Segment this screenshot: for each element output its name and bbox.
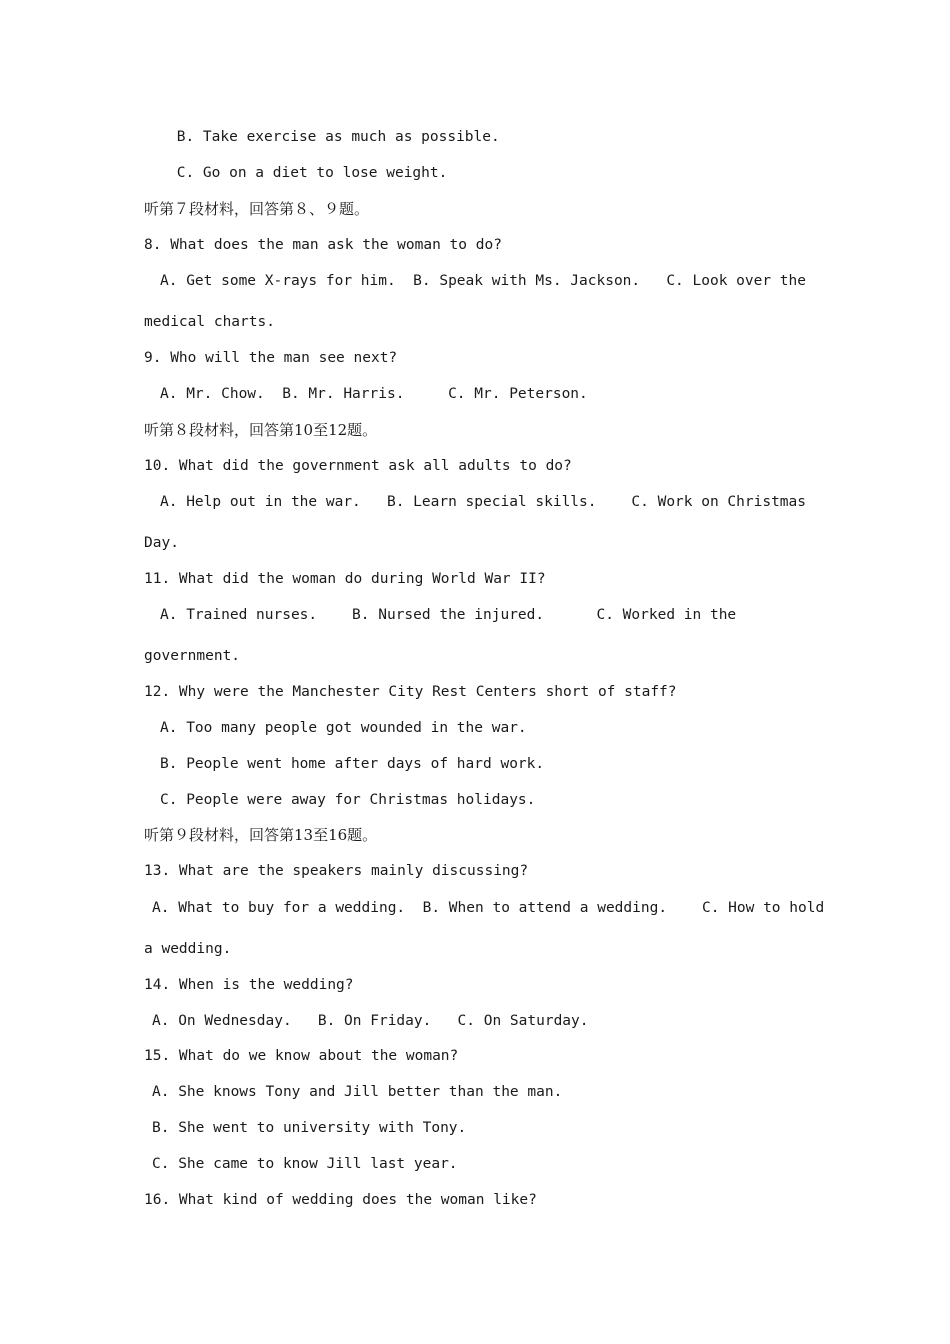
q12-option-b: B. People went home after days of hard work.	[160, 756, 545, 772]
q9-options: A. Mr. Chow. B. Mr. Harris. C. Mr. Peterson.	[160, 386, 588, 402]
question-13: 13. What are the speakers mainly discussing?	[144, 863, 529, 879]
question-8: 8. What does the man ask the woman to do?	[144, 237, 502, 253]
q12-option-c: C. People were away for Christmas holidays.	[160, 792, 536, 808]
question-15: 15. What do we know about the woman?	[144, 1048, 459, 1064]
q13-options: A. What to buy for a wedding. B. When to attend a wedding. C. How to hold	[152, 900, 825, 916]
q12-option-a: A. Too many people got wounded in the war.	[160, 720, 527, 736]
q13-options-continued: a wedding.	[144, 941, 232, 957]
question-9: 9. Who will the man see next?	[144, 350, 398, 366]
question-14: 14. When is the wedding?	[144, 977, 354, 993]
q11-options: A. Trained nurses. B. Nursed the injured. C. Worked in the	[160, 607, 737, 623]
question-12: 12. Why were the Manchester City Rest Centers short of staff?	[144, 684, 677, 700]
q15-option-a: A. She knows Tony and Jill better than the man.	[152, 1084, 563, 1100]
q15-option-c: C. She came to know Jill last year.	[152, 1156, 458, 1172]
question-11: 11. What did the woman do during World War II?	[144, 571, 546, 587]
q11-options-continued: government.	[144, 648, 241, 664]
section-heading-7: 听第７段材料，回答第８、９题。	[144, 200, 370, 218]
q7-option-c: C. Go on a diet to lose weight.	[168, 165, 448, 181]
q7-option-b: B. Take exercise as much as possible.	[168, 129, 500, 145]
q8-options-continued: medical charts.	[144, 314, 275, 330]
q10-options-continued: Day.	[144, 535, 179, 551]
question-10: 10. What did the government ask all adults to do?	[144, 458, 572, 474]
q10-options: A. Help out in the war. B. Learn special skills. C. Work on Christmas	[160, 494, 807, 510]
section-heading-8: 听第８段材料，回答第10至12题。	[144, 421, 378, 439]
q14-options: A. On Wednesday. B. On Friday. C. On Saturday.	[152, 1013, 589, 1029]
q15-option-b: B. She went to university with Tony.	[152, 1120, 467, 1136]
q8-options: A. Get some X-rays for him. B. Speak with Ms. Jackson. C. Look over the	[160, 273, 807, 289]
section-heading-9: 听第９段材料，回答第13至16题。	[144, 826, 378, 844]
question-16: 16. What kind of wedding does the woman like?	[144, 1192, 537, 1208]
